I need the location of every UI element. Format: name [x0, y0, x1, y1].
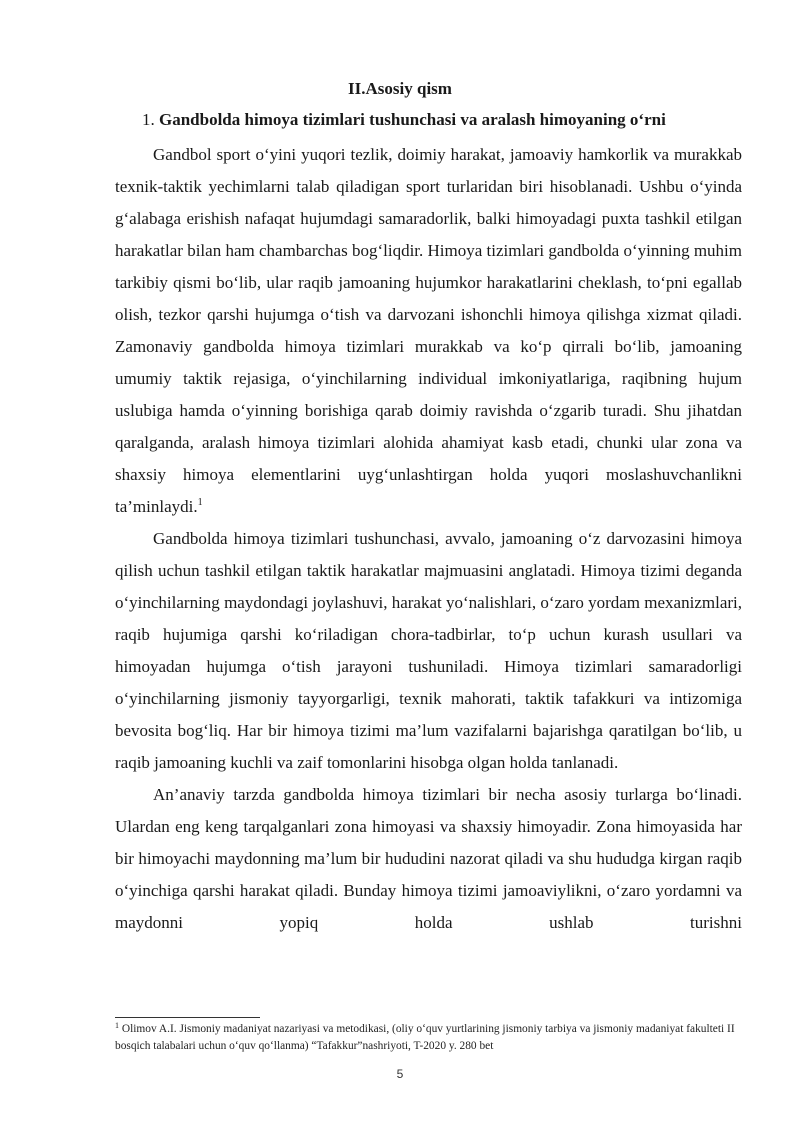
footnote — [115, 1021, 742, 1055]
footnote-separator — [115, 1017, 260, 1018]
subsection-title: Gandbolda himoya tizimlari tushunchasi va aralash himoyaning o‘rni — [159, 110, 666, 129]
section-heading: II.Asosiy qism — [348, 79, 452, 98]
footnote-text: Olimov A.I. Jismoniy madaniyat nazariyasi va metodikasi, (oliy o‘quv yurtlarining jismoniy tarbiya va jismoniy madaniyat fakulteti II bosqich talabalari uchun o‘quv qo‘llanma) “Tafakkur”nashriyoti, T-2020 y. 280 bet — [115, 1023, 735, 1052]
paragraph-text: An’anaviy tarzda gandbolda himoya tizimlari bir necha asosiy turlarga bo‘linadi. Ulardan eng keng tarqalganlari zona himoyasi va shaxsiy himoyadir. Zona himoyasida har bir himoyachi maydonning ma’lum bir hududini nazorat qiladi va shu hududga kirgan raqib o‘yinchiga qarshi harakat qiladi. Bunday himoya tizimi jamoaviylikni, o‘zaro yordamni va maydonni yopiq holda ushlab turishni — [115, 785, 742, 932]
footnote-reference[interactable]: 1 — [197, 497, 203, 508]
body-text — [115, 139, 742, 939]
subsection-heading — [142, 109, 742, 131]
paragraph — [115, 139, 742, 523]
page-number: 5 — [396, 1067, 404, 1081]
paragraph — [115, 523, 742, 779]
footnote-marker: 1 — [115, 1021, 119, 1030]
subsection-number: 1. — [142, 110, 155, 129]
paragraph — [115, 779, 742, 939]
paragraph-text: Gandbolda himoya tizimlari tushunchasi, avvalo, jamoaning o‘z darvozasini himoya qilish uchun tashkil etilgan taktik harakatlar majmuasini anglatadi. Himoya tizimi deganda o‘yinchilarning maydondagi joylashuvi, harakat yo‘nalishlari, o‘zaro yordam mexanizmlari, raqib hujumiga qarshi ko‘riladigan chora-tadbirlar, to‘p uchun kurash usullari va himoyadan hujumga o‘tish jarayoni tushuniladi. Himoya tizimlari samaradorligi o‘yinchilarning jismoniy tayyorgarligi, texnik mahorati, taktik tafakkuri va intizomiga bevosita bog‘liq. Har bir himoya tizimi ma’lum vazifalarni bajarishga qaratilgan bo‘lib, u raqib jamoaning kuchli va zaif tomonlarini hisobga olgan holda tanlanadi. — [115, 529, 742, 772]
paragraph-text: Gandbol sport o‘yini yuqori tezlik, doimiy harakat, jamoaviy hamkorlik va murakkab texnik-taktik yechimlarni talab qiladigan sport turlaridan biri hisoblanadi. Ushbu o‘yinda g‘alabaga erishish nafaqat hujumdagi samaradorlik, balki himoyadagi puxta tashkil etilgan harakatlar bilan ham chambarchas bog‘liqdir. Himoya tizimlari gandbolda o‘yinning muhim tarkibiy qismi bo‘lib, ular raqib jamoaning hujumkor harakatlarini cheklash, to‘pni egallab olish, tezkor qarshi hujumga o‘tish va darvozani ishonchli himoya qilishga xizmat qiladi. Zamonaviy gandbolda himoya tizimlari murakkab va ko‘p qirrali bo‘lib, jamoaning umumiy taktik rejasiga, o‘yinchilarning individual imkoniyatlariga, raqibning hujum uslubiga hamda o‘yinning borishiga qarab doimiy ravishda o‘zgarib turadi. Shu jihatdan qaralganda, aralash himoya tizimlari alohida ahamiyat kasb etadi, chunki ular zona va shaxsiy himoya elementlarini uyg‘unlashtirgan holda yuqori moslashuvchanlikni ta’minlaydi. — [115, 145, 742, 516]
